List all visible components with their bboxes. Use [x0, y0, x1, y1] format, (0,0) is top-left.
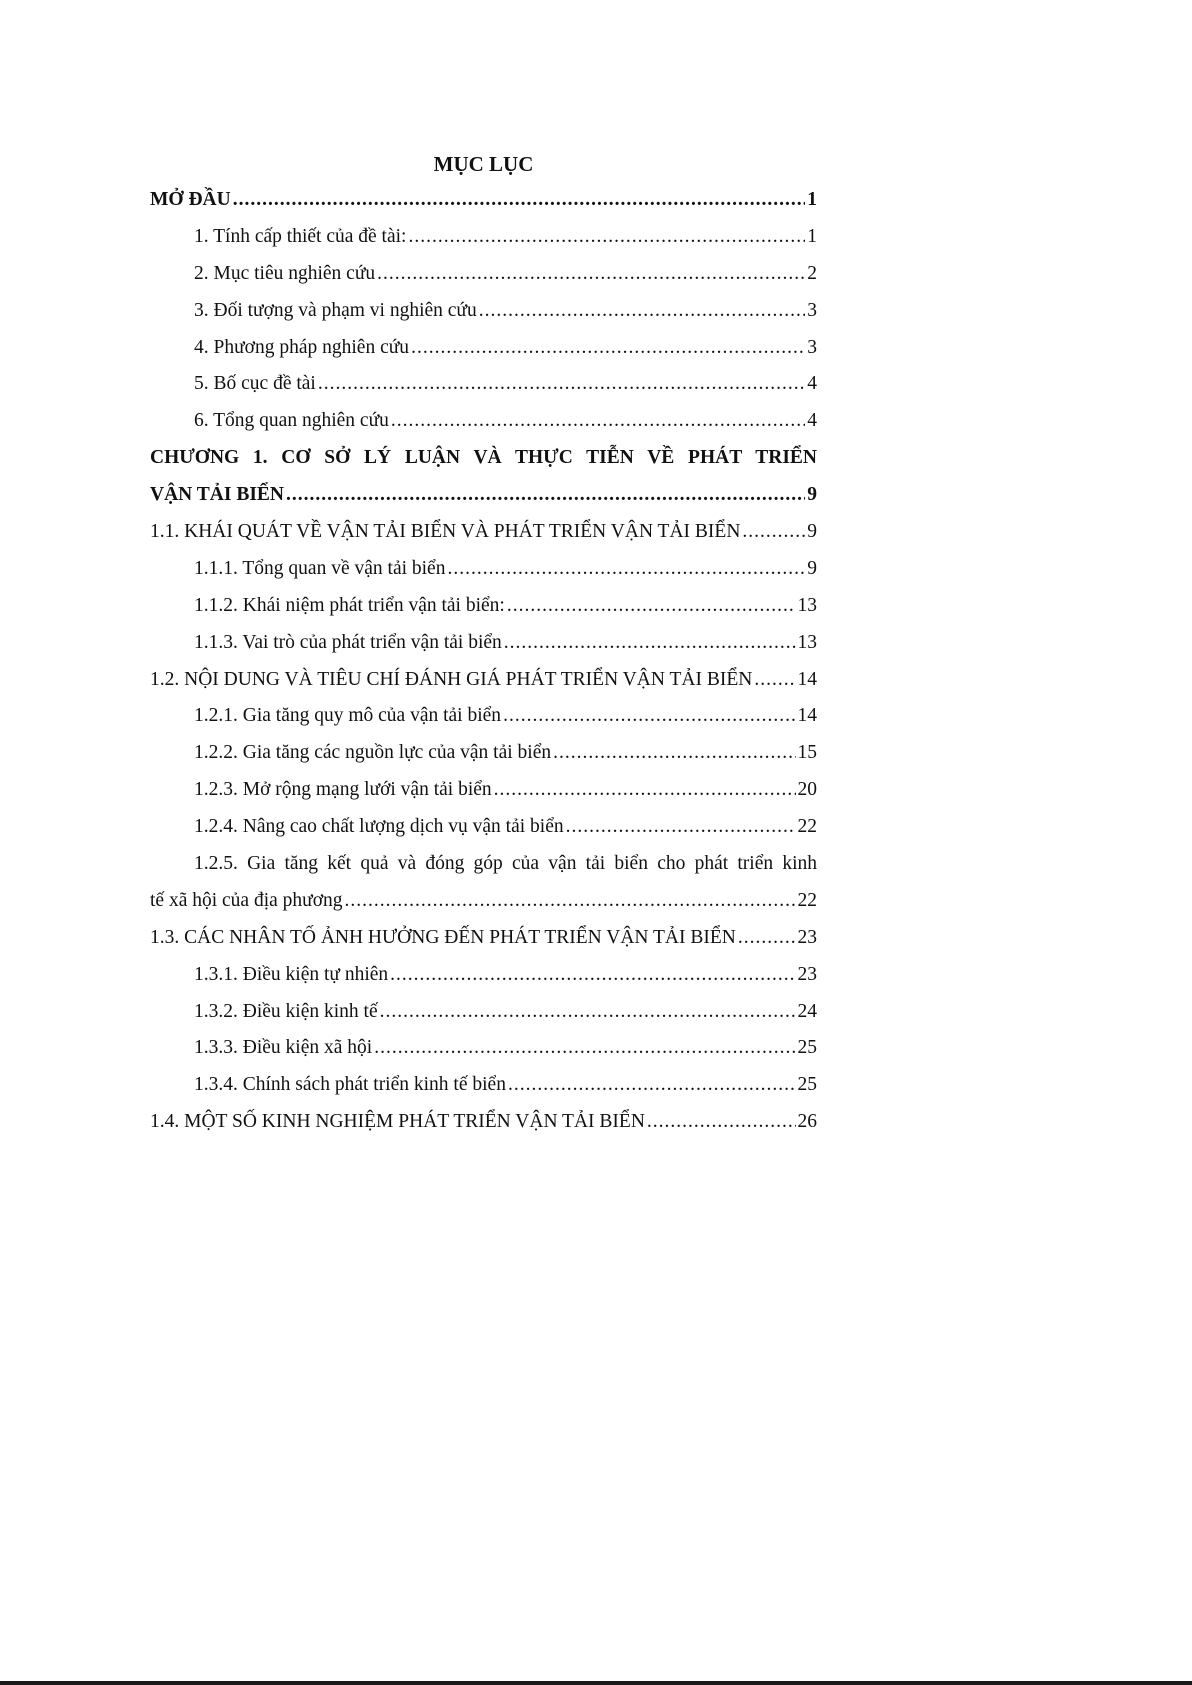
toc-entry-label: 1.3.2. Điều kiện kinh tế: [194, 1000, 378, 1022]
toc-entry[interactable]: [150, 182, 817, 219]
toc-entry[interactable]: [150, 883, 817, 920]
toc-entry-page: 22: [797, 889, 817, 911]
toc-entry-page: 25: [797, 1037, 817, 1059]
toc-entry-line1[interactable]: [150, 846, 817, 883]
toc-entry-page: 24: [797, 1000, 817, 1022]
bottom-border: [0, 1681, 1192, 1685]
dot-leader: [738, 920, 796, 957]
dot-leader: [553, 735, 795, 772]
toc-entry[interactable]: [150, 920, 817, 957]
dot-leader: [494, 772, 796, 809]
toc-entry-page: 23: [797, 926, 817, 948]
toc-entry-label: 1.2.2. Gia tăng các nguồn lực của vận tải biển: [194, 742, 552, 764]
toc-entry-label: 2. Mục tiêu nghiên cứu: [194, 262, 376, 284]
toc-entry[interactable]: [150, 256, 817, 293]
toc-entry-page: 4: [807, 410, 817, 432]
toc-entry-label-line2: tế xã hội của địa phương: [150, 889, 343, 911]
toc-entry-page: 4: [807, 373, 817, 395]
toc-entry[interactable]: [150, 330, 817, 367]
toc-entry-page: 3: [807, 336, 817, 358]
toc-entry-page: 13: [797, 631, 817, 653]
toc-entry-page: 9: [807, 484, 817, 506]
toc-entry[interactable]: [150, 772, 817, 809]
toc-entry-page: 22: [797, 816, 817, 838]
dot-leader: [391, 403, 805, 440]
toc-entry[interactable]: [150, 735, 817, 772]
toc-entry[interactable]: [150, 662, 817, 699]
table-of-contents: [150, 182, 817, 1141]
toc-entry-page: 9: [807, 521, 817, 543]
dot-leader: [742, 514, 805, 551]
toc-entry-label-line2: VẬN TẢI BIỂN: [150, 484, 285, 506]
dot-leader: [479, 293, 806, 330]
toc-entry-label: 4. Phương pháp nghiên cứu: [194, 336, 410, 358]
toc-entry-page: 14: [797, 668, 817, 690]
toc-entry-line1[interactable]: [150, 440, 817, 477]
dot-leader: [390, 957, 795, 994]
toc-entry-label: 1.3.1. Điều kiện tự nhiên: [194, 963, 389, 985]
toc-entry-page: 26: [797, 1111, 817, 1133]
toc-entry-label: 1.3.3. Điều kiện xã hội: [194, 1037, 373, 1059]
toc-entry-page: 23: [797, 963, 817, 985]
toc-entry-label: 1.2.1. Gia tăng quy mô của vận tải biển: [194, 705, 502, 727]
dot-leader: [508, 1067, 796, 1104]
toc-entry-page: 3: [807, 299, 817, 321]
toc-entry-page: 1: [807, 189, 817, 210]
toc-entry-label: 1.1.2. Khái niệm phát triển vận tải biển:: [194, 594, 505, 616]
toc-entry[interactable]: [150, 957, 817, 994]
dot-leader: [408, 219, 805, 256]
toc-entry-label: 1.3.4. Chính sách phát triển kinh tế biển: [194, 1074, 506, 1096]
dot-leader: [507, 588, 796, 625]
toc-entry[interactable]: [150, 1104, 817, 1141]
dot-leader: [286, 477, 805, 514]
toc-entry[interactable]: [150, 809, 817, 846]
toc-entry[interactable]: [150, 477, 817, 514]
toc-entry[interactable]: [150, 219, 817, 256]
toc-entry-label: MỞ ĐẦU: [150, 189, 231, 210]
toc-title: MỤC LỤC: [433, 152, 534, 176]
toc-entry[interactable]: [150, 293, 817, 330]
toc-entry[interactable]: [150, 1030, 817, 1067]
dot-leader: [377, 256, 805, 293]
toc-entry-label-line1: 1.2.5. Gia tăng kết quả và đóng góp của vận tải biển cho phát triển kinh: [194, 853, 817, 875]
toc-entry[interactable]: [150, 625, 817, 662]
toc-entry[interactable]: [150, 588, 817, 625]
dot-leader: [411, 330, 805, 367]
dot-leader: [318, 366, 805, 403]
toc-entry[interactable]: [150, 1067, 817, 1104]
dot-leader: [504, 625, 796, 662]
dot-leader: [503, 698, 795, 735]
dot-leader: [374, 1030, 795, 1067]
dot-leader: [566, 809, 796, 846]
toc-entry-page: 2: [807, 262, 817, 284]
dot-leader: [754, 662, 795, 699]
dot-leader: [447, 551, 805, 588]
dot-leader: [380, 994, 796, 1031]
toc-entry-page: 1: [807, 225, 817, 247]
toc-entry-label: 1.2.3. Mở rộng mạng lưới vận tải biển: [194, 779, 492, 801]
dot-leader: [345, 883, 796, 920]
toc-entry[interactable]: [150, 366, 817, 403]
toc-entry[interactable]: [150, 551, 817, 588]
toc-entry-label: 1.2. NỘI DUNG VÀ TIÊU CHÍ ĐÁNH GIÁ PHÁT TRIỂN VẬN TẢI BIỂN: [150, 668, 753, 690]
toc-entry-label: 3. Đối tượng và phạm vi nghiên cứu: [194, 299, 477, 321]
dot-leader: [647, 1104, 796, 1141]
dot-leader: [233, 182, 806, 219]
toc-entry-label: 1.1.3. Vai trò của phát triển vận tải biển: [194, 631, 502, 653]
toc-entry-page: 25: [797, 1074, 817, 1096]
toc-entry-label: 1.1.1. Tổng quan về vận tải biển: [194, 557, 446, 579]
toc-entry-label: 1.3. CÁC NHÂN TỐ ẢNH HƯỞNG ĐẾN PHÁT TRIỂN VẬN TẢI BIỂN: [150, 926, 736, 948]
toc-entry-label: 6. Tổng quan nghiên cứu: [194, 410, 389, 432]
toc-entry-page: 15: [797, 742, 817, 764]
toc-entry-label: 1.2.4. Nâng cao chất lượng dịch vụ vận tải biển: [194, 816, 564, 838]
toc-entry-label-line1: CHƯƠNG 1. CƠ SỞ LÝ LUẬN VÀ THỰC TIỄN VỀ PHÁT TRIỂN: [150, 447, 817, 469]
toc-entry[interactable]: [150, 403, 817, 440]
toc-entry-label: 1. Tính cấp thiết của đề tài:: [194, 225, 407, 247]
toc-entry-page: 9: [807, 557, 817, 579]
toc-entry-page: 14: [797, 705, 817, 727]
toc-entry-label: 1.4. MỘT SỐ KINH NGHIỆM PHÁT TRIỂN VẬN TẢI BIỂN: [150, 1111, 645, 1133]
toc-entry-page: 13: [797, 594, 817, 616]
toc-entry[interactable]: [150, 514, 817, 551]
toc-entry-page: 20: [797, 779, 817, 801]
toc-entry[interactable]: [150, 698, 817, 735]
toc-entry[interactable]: [150, 994, 817, 1031]
toc-entry-label: 5. Bố cục đề tài: [194, 373, 316, 395]
toc-entry-label: 1.1. KHÁI QUÁT VỀ VẬN TẢI BIỂN VÀ PHÁT TRIỂN VẬN TẢI BIỂN: [150, 521, 741, 543]
